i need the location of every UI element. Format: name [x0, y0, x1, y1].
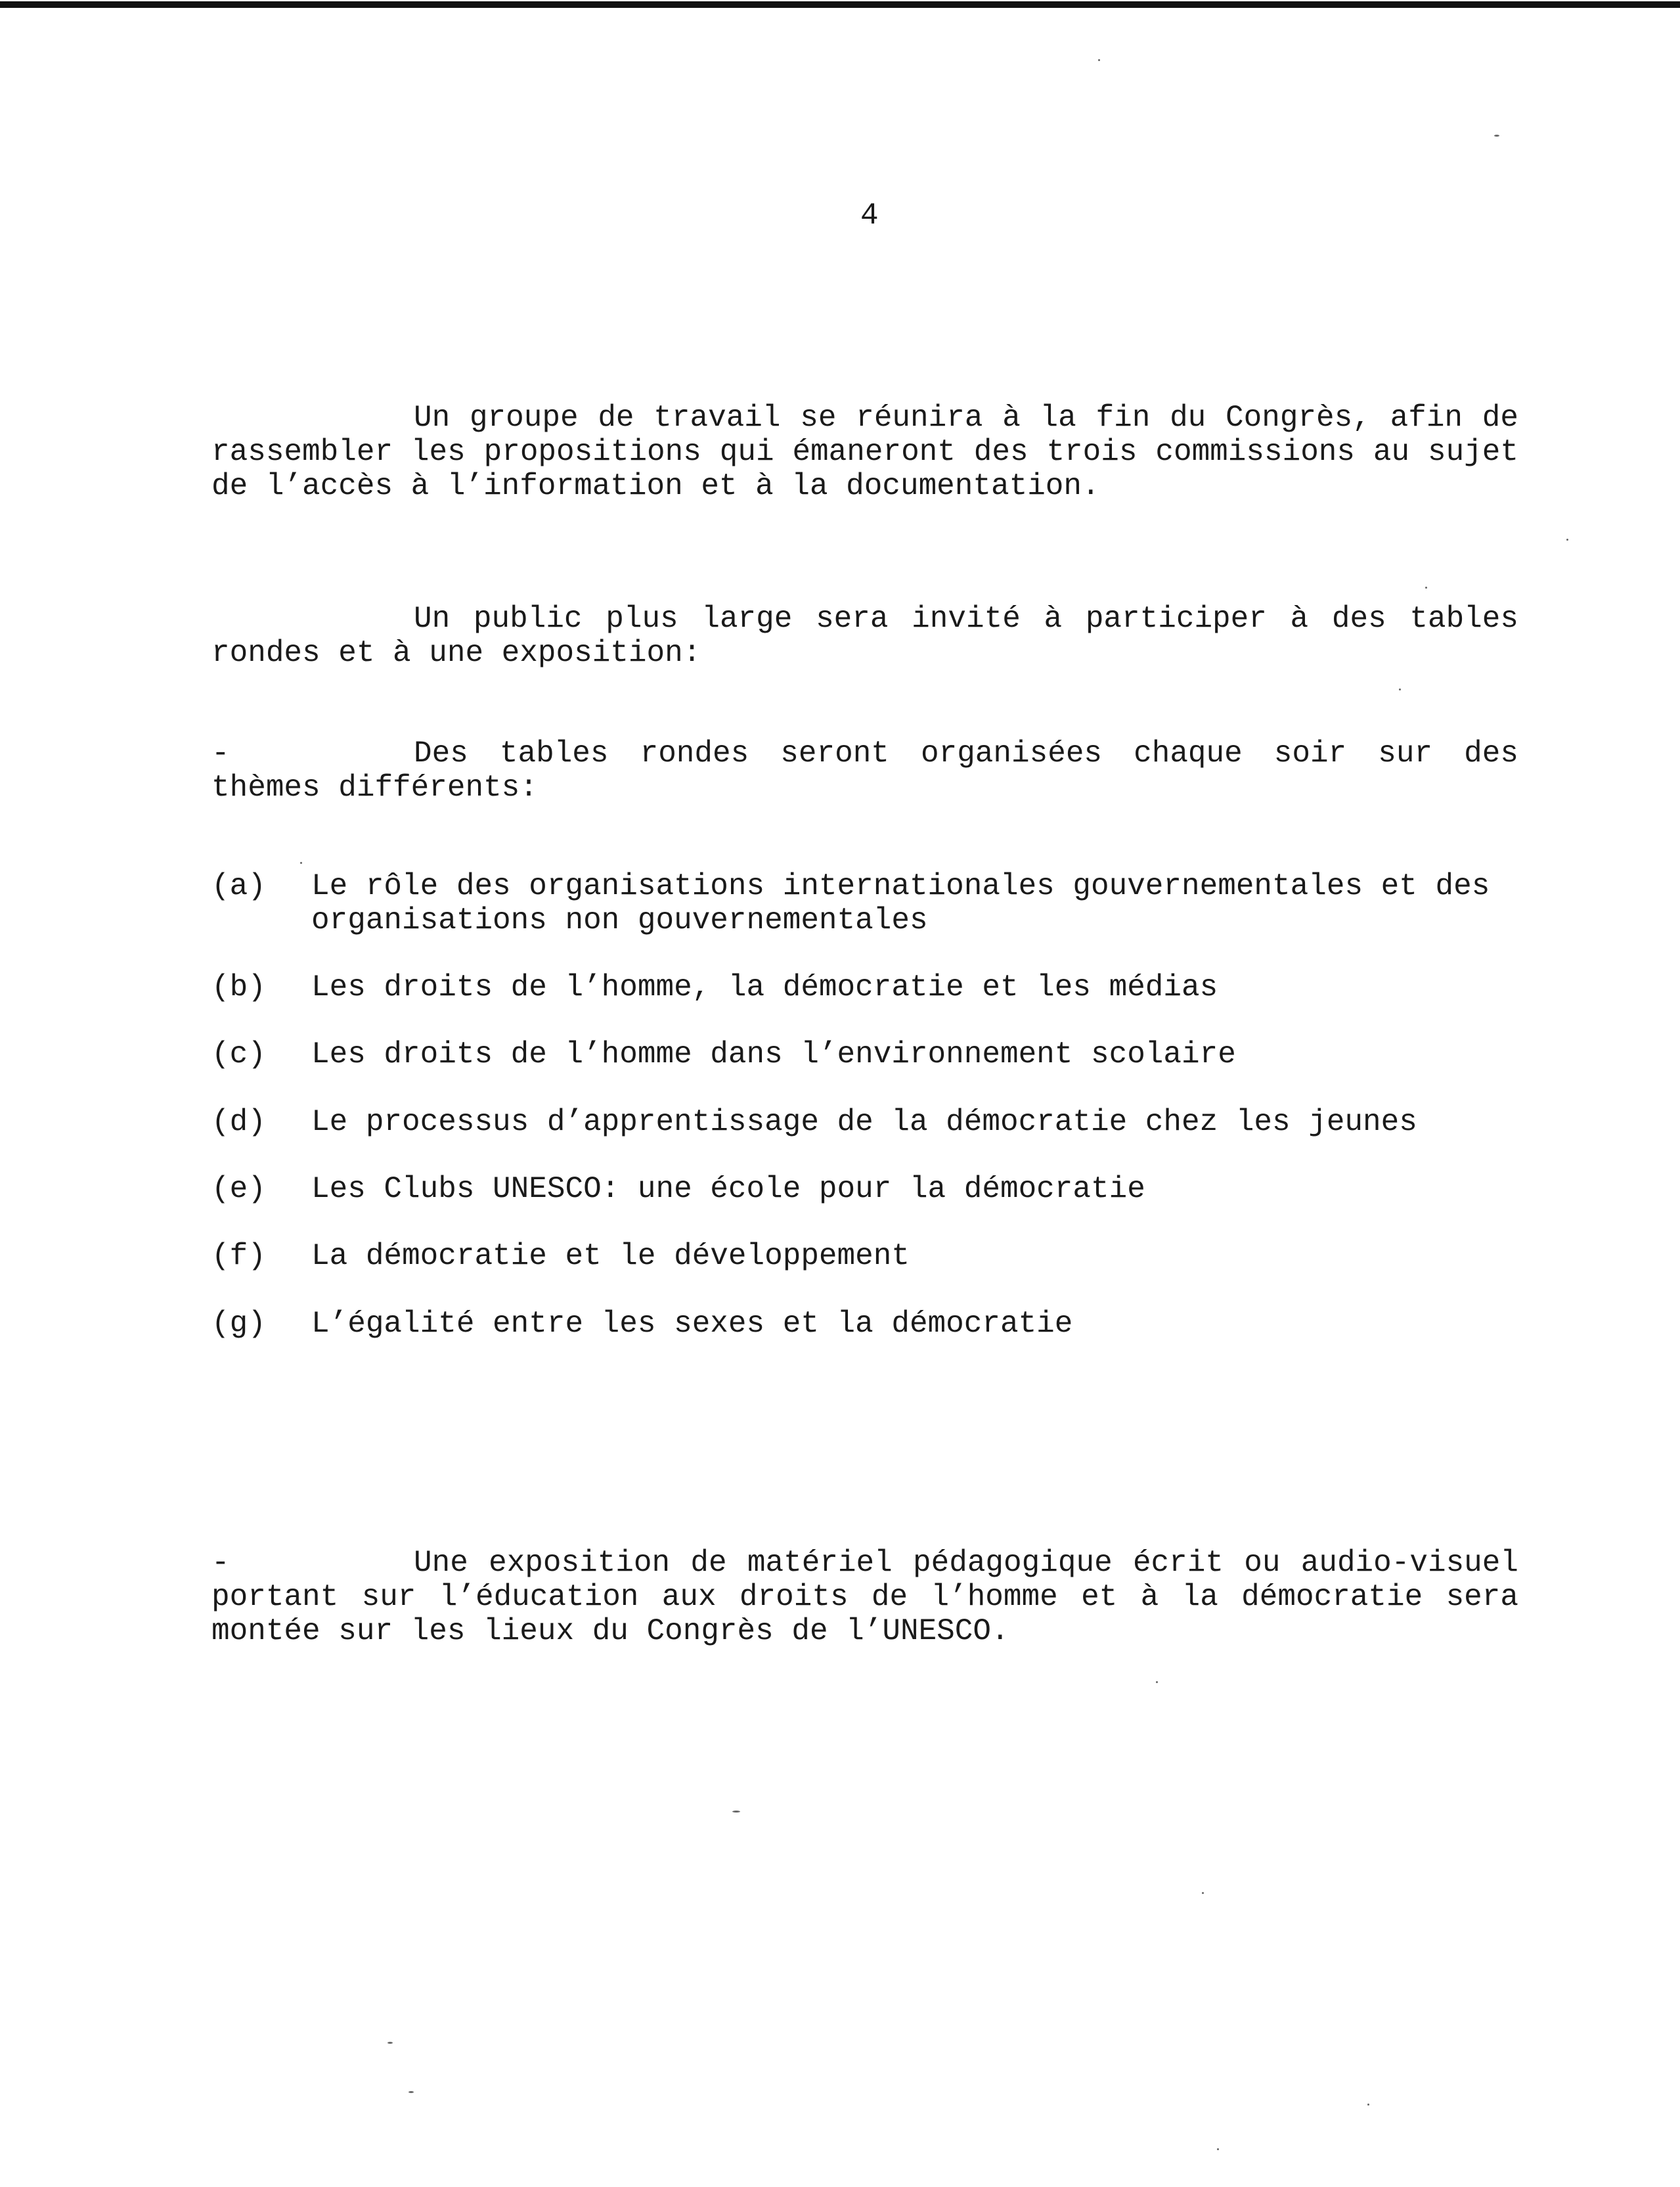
list-item-text: L’égalité entre les sexes et la démocratie	[311, 1307, 1073, 1341]
dash-bullet: -	[211, 736, 230, 771]
scan-speck	[1494, 135, 1499, 137]
paragraph-public: Un public plus large sera invité à participer à des tables rondes et à une exposition:	[211, 602, 1518, 670]
list-item	[211, 1037, 1525, 1071]
paragraph-round-tables	[211, 736, 1518, 805]
scan-speck	[1367, 2104, 1369, 2106]
list-item-text: Les droits de l’homme dans l’environnement scolaire	[311, 1037, 1236, 1071]
scan-speck	[1202, 1892, 1204, 1894]
scan-speck	[1399, 688, 1401, 690]
scan-speck	[1098, 59, 1100, 61]
scan-speck	[300, 862, 302, 864]
list-item-letter: (e)	[211, 1172, 266, 1206]
list-item-text: La démocratie et le développement	[311, 1239, 910, 1273]
list-item-letter: (d)	[211, 1105, 266, 1139]
list-item-text: Les Clubs UNESCO: une école pour la démocratie	[311, 1172, 1145, 1206]
list-item-letter: (a)	[211, 869, 266, 903]
list-item-text: Les droits de l’homme, la démocratie et les médias	[311, 970, 1218, 1004]
list-item-text: Le rôle des organisations internationales gouvernementales et des organisations non gouvernementales	[311, 869, 1490, 937]
list-item-letter: (f)	[211, 1239, 266, 1273]
scan-speck	[1156, 1681, 1158, 1683]
paragraph-working-group: Un groupe de travail se réunira à la fin du Congrès, afin de rassembler les propositions qui émaneront des trois commissions au sujet de l’accès à l’information et à la documentation.	[211, 401, 1518, 503]
scan-speck	[1566, 539, 1568, 541]
list-item-letter: (c)	[211, 1037, 266, 1071]
page-number: 4	[860, 198, 879, 233]
list-item	[211, 1307, 1525, 1341]
top-border-line	[0, 1, 1680, 8]
round-tables-text: Des tables rondes seront organisées chaque soir sur des thèmes différents:	[211, 736, 1518, 805]
exhibition-text: Une exposition de matériel pédagogique écrit ou audio-visuel portant sur l’éducation aux droits de l’homme et à la démocratie sera montée sur les lieux du Congrès de l’UNESCO.	[211, 1546, 1518, 1648]
list-item	[211, 1172, 1525, 1206]
list-item-letter: (g)	[211, 1307, 266, 1341]
list-item	[211, 1105, 1525, 1139]
scan-speck	[409, 2091, 414, 2093]
scan-speck	[1425, 587, 1427, 589]
dash-bullet: -	[211, 1546, 230, 1580]
scan-speck	[1217, 2148, 1219, 2150]
list-item-letter: (b)	[211, 970, 266, 1004]
list-item	[211, 970, 1525, 1004]
scan-speck	[387, 2042, 393, 2044]
list-item	[211, 1239, 1525, 1273]
paragraph-exhibition	[211, 1546, 1518, 1648]
list-item	[211, 869, 1525, 937]
scan-speck	[732, 1811, 740, 1813]
list-item-text: Le processus d’apprentissage de la démocratie chez les jeunes	[311, 1105, 1417, 1139]
